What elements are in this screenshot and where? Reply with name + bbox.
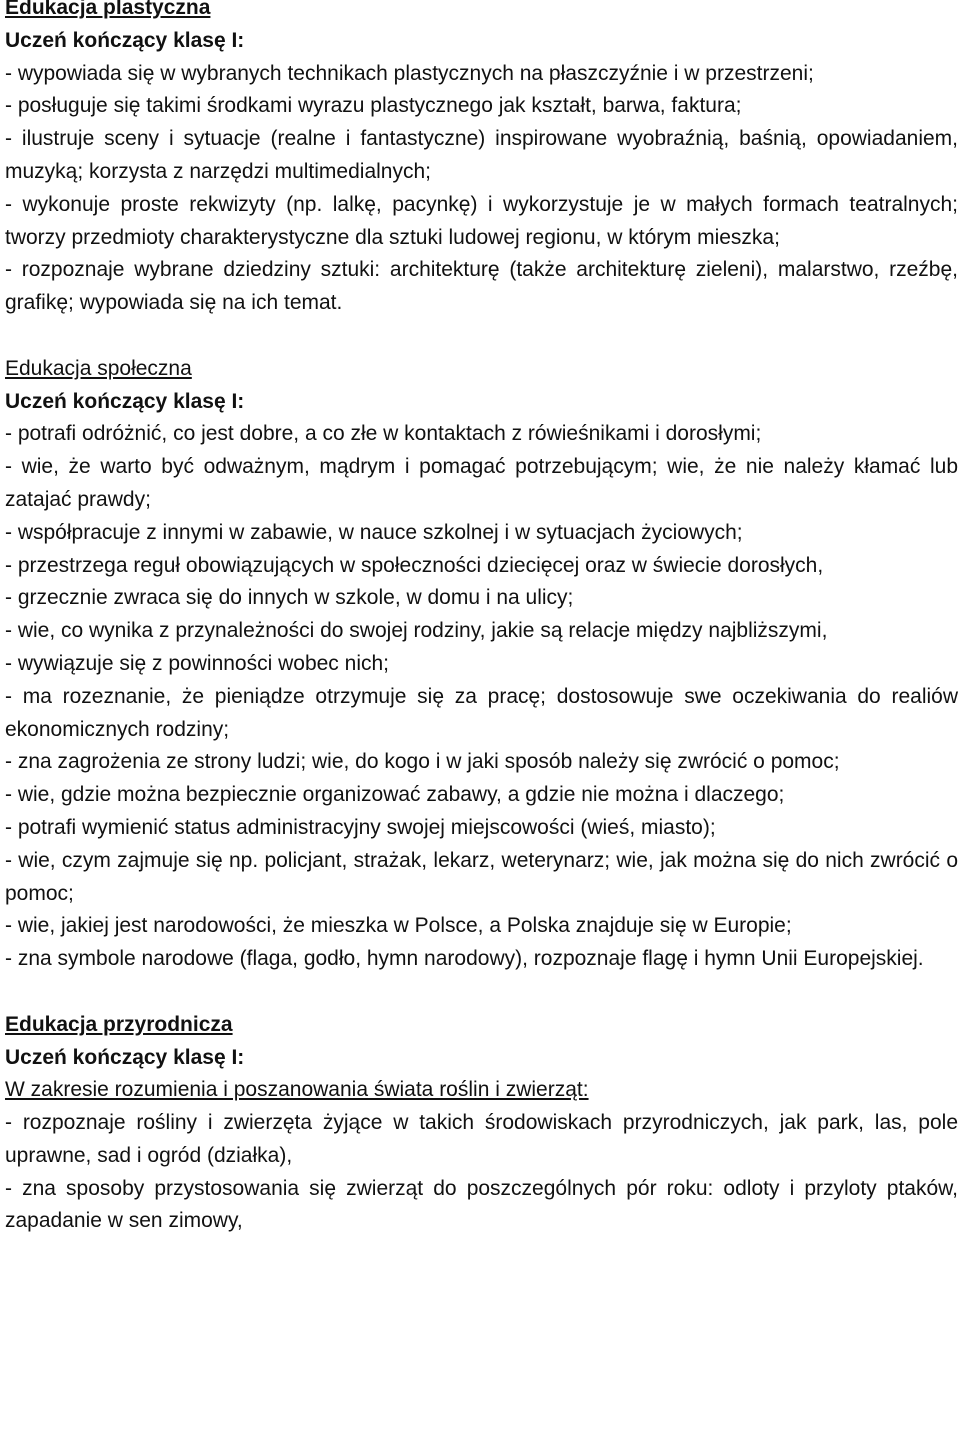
list-item: - potrafi odróżnić, co jest dobre, a co złe w kontaktach z rówieśnikami i dorosłymi; — [5, 422, 762, 446]
list-item: - współpracuje z innymi w zabawie, w nauce szkolnej i w sytuacjach życiowych; — [5, 520, 743, 544]
section-social-education — [5, 353, 958, 976]
list-item: - rozpoznaje rośliny i zwierzęta żyjące w takich środowiskach przyrodniczych, jak park, las, pole uprawne, sad i ogród (działka), — [5, 1111, 958, 1167]
list-item: - ma rozeznanie, że pieniądze otrzymuje się za pracę; dostosowuje swe oczekiwania do realiów ekonomicznych rodziny; — [5, 684, 958, 741]
scope-heading: W zakresie rozumienia i poszanowania świata roślin i zwierząt: — [5, 1078, 589, 1102]
section-heading: Edukacja społeczna — [5, 356, 192, 380]
section-heading: Edukacja plastyczna — [5, 0, 211, 19]
section-subheading: Uczeń kończący klasę I: — [5, 28, 245, 52]
list-item: - wie, co wynika z przynależności do swojej rodziny, jakie są relacje między najbliższymi, — [5, 619, 828, 643]
list-item: - wypowiada się w wybranych technikach plastycznych na płaszczyźnie i w przestrzeni; — [5, 61, 814, 85]
list-item: - wie, że warto być odważnym, mądrym i pomagać potrzebującym; wie, że nie należy kłamać lub zatajać prawdy; — [5, 455, 958, 511]
list-item: - ilustruje sceny i sytuacje (realne i fantastyczne) inspirowane wyobraźnią, baśnią, opowiadaniem, muzyką; korzysta z narzędzi multimedialnych; — [5, 127, 958, 183]
list-item: - zna zagrożenia ze strony ludzi; wie, do kogo i w jaki sposób należy się zwrócić o pomoc; — [5, 750, 840, 774]
section-art-education — [5, 0, 958, 320]
document-page — [5, 0, 958, 1238]
list-item: - wie, gdzie można bezpiecznie organizować zabawy, a gdzie nie można i dlaczego; — [5, 783, 785, 807]
list-item: - zna symbole narodowe (flaga, godło, hymn narodowy), rozpoznaje flagę i hymn Unii Europejskiej. — [5, 947, 924, 971]
list-item: - wie, czym zajmuje się np. policjant, strażak, lekarz, weterynarz; wie, jak można się do nich zwrócić o pomoc; — [5, 848, 958, 905]
list-item: - wywiązuje się z powinności wobec nich; — [5, 651, 389, 675]
list-item: - zna sposoby przystosowania się zwierząt do poszczególnych pór roku: odloty i przyloty ptaków, zapadanie w sen zimowy, — [5, 1176, 958, 1233]
list-item: - potrafi wymienić status administracyjny swojej miejscowości (wieś, miasto); — [5, 815, 716, 839]
section-nature-education — [5, 1009, 958, 1239]
list-item: - rozpoznaje wybrane dziedziny sztuki: architekturę (także architekturę zieleni), malarstwo, rzeźbę, grafikę; wypowiada się na ich temat. — [5, 258, 958, 315]
list-item: - przestrzega reguł obowiązujących w społeczności dziecięcej oraz w świecie dorosłych, — [5, 553, 824, 577]
list-item: - wykonuje proste rekwizyty (np. lalkę, pacynkę) i wykorzystuje je w małych formach teatralnych; tworzy przedmioty charakterystyczne dla sztuki ludowej regionu, w którym mieszka; — [5, 192, 958, 249]
list-item: - grzecznie zwraca się do innych w szkole, w domu i na ulicy; — [5, 586, 574, 610]
section-heading: Edukacja przyrodnicza — [5, 1012, 233, 1036]
list-item: - wie, jakiej jest narodowości, że mieszka w Polsce, a Polska znajduje się w Europie; — [5, 914, 792, 938]
section-subheading: Uczeń kończący klasę I: — [5, 1045, 245, 1069]
section-subheading: Uczeń kończący klasę I: — [5, 389, 245, 413]
list-item: - posługuje się takimi środkami wyrazu plastycznego jak kształt, barwa, faktura; — [5, 94, 742, 118]
